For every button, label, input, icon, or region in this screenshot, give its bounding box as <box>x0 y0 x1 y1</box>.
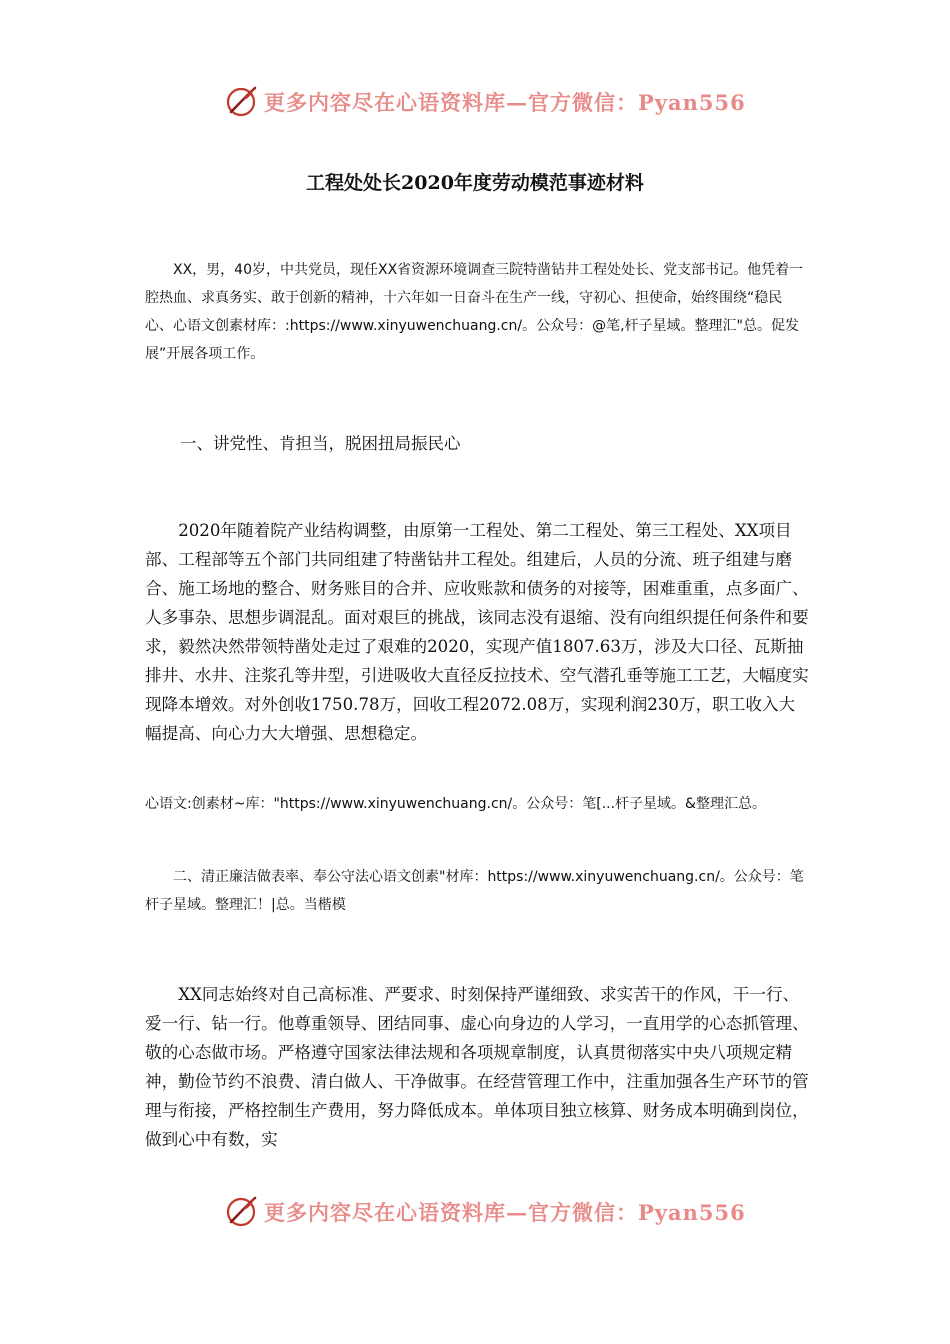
section2-heading: 二、清正廉洁做表率、奉公守法心语文创素"材库：https://www.xinyuwenchuang.cn/。公众号：笔杆子星域。整理汇！|总。当楷模 <box>145 869 804 913</box>
quill-logo-icon <box>224 1195 258 1229</box>
watermark-banner-top <box>224 82 744 122</box>
watermark-text: 更多内容尽在心语资料库—官方微信：Pyan556 <box>264 1200 746 1225</box>
watermark-banner-bottom <box>224 1192 744 1232</box>
intro-paragraph: XX，男，40岁，中共党员，现任XX省资源环境调查三院特凿钻井工程处处长、党支部书记。他凭着一腔热血、求真务实、敢于创新的精神，十六年如一日奋斗在生产一线，守初心、担使命，始终围绕“稳民心、心语文创素材库：:https://www.xinyuwenchuang.cn/。公众号：@笔,杆子星域。整理汇"总。促发展”开展各项工作。 <box>145 262 804 362</box>
section1-body: 2020年随着院产业结构调整，由原第一工程处、第二工程处、第三工程处、XX项目部、工程部等五个部门共同组建了特凿钻井工程处。组建后，人员的分流、班子组建与磨合、施工场地的整合、财务账目的合并、应收账款和债务的对接等，困难重重，点多面广、人多事杂、思想步调混乱。面对艰巨的挑战，该同志没有退缩、没有向组织提任何条件和要求，毅然决然带领特凿处走过了艰难的2020，实现产值1807.63万，涉及大口径、瓦斯抽排井、水井、注浆孔等井型，引进吸收大直径反拉技术、空气潜孔垂等施工工艺，大幅度实现降本增效。对外创收1750.78万，回收工程2072.08万，实现利润230万，职工收入大幅提高、向心力大大增强、思想稳定。 <box>145 521 809 743</box>
quill-logo-icon <box>224 85 258 119</box>
source-note: 心语文:创素材~库："https://www.xinyuwenchuang.cn/。公众号：笔[...杆子星域。&整理汇总。 <box>145 796 766 812</box>
section1-heading: 一、讲党性、肯担当，脱困扭局振民心 <box>180 434 461 453</box>
watermark-text: 更多内容尽在心语资料库—官方微信：Pyan556 <box>264 90 746 115</box>
document-title: 工程处处长2020年度劳动模范事迹材料 <box>306 172 644 194</box>
section2-body: XX同志始终对自己高标准、严要求、时刻保持严谨细致、求实苦干的作风，干一行、爱一行、钻一行。他尊重领导、团结同事、虚心向身边的人学习，一直用学的心态抓管理、敬的心态做市场。严格遵守国家法律法规和各项规章制度，认真贯彻落实中央八项规定精神，勤俭节约不浪费、清白做人、干净做事。在经营管理工作中，注重加强各生产环节的管理与衔接，严格控制生产费用，努力降低成本。单体项目独立核算、财务成本明确到岗位，做到心中有数，实 <box>145 985 809 1149</box>
